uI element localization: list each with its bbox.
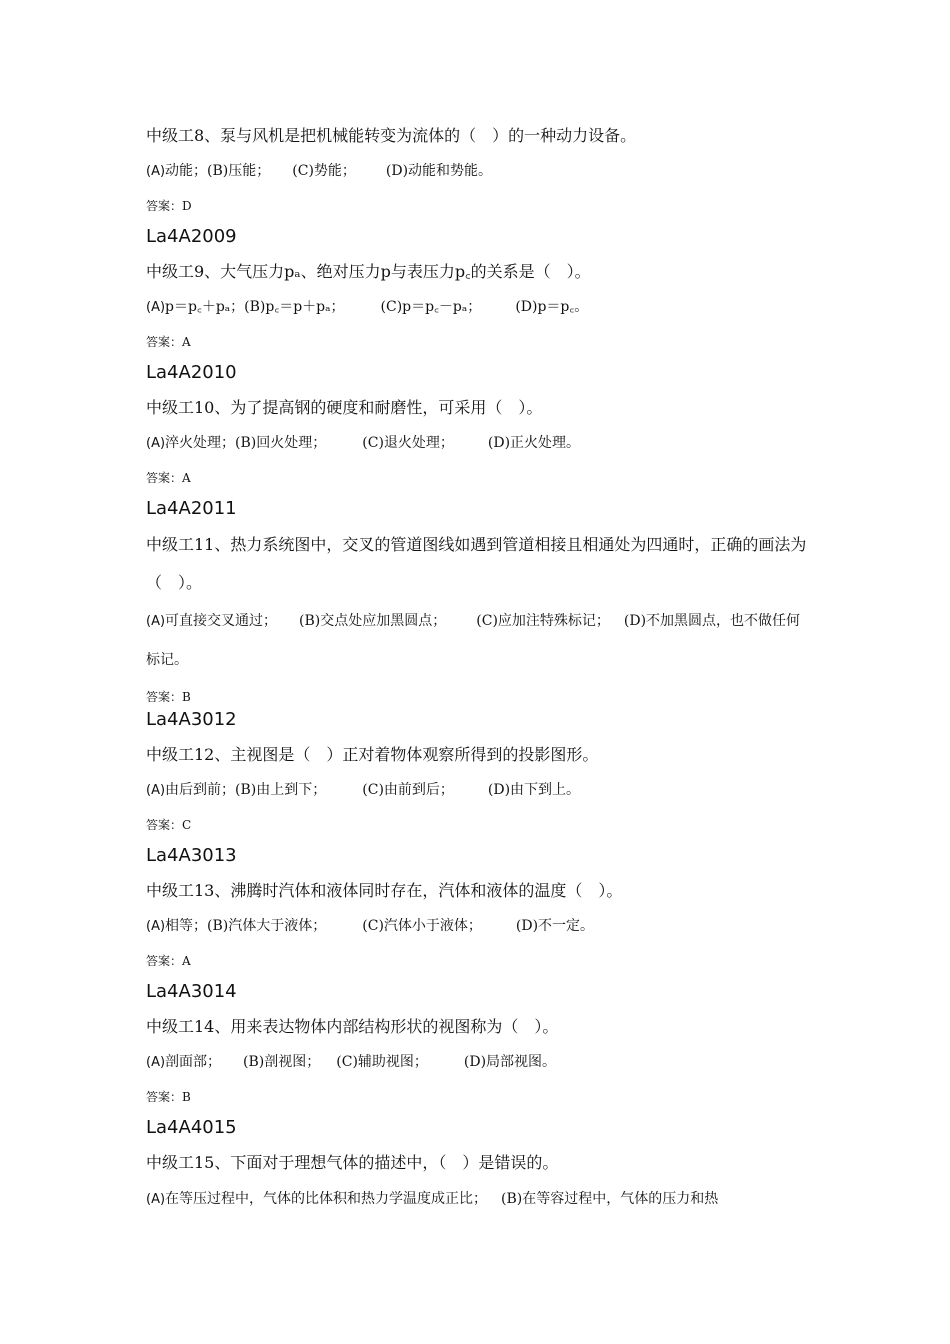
question-block-12 [146,703,812,842]
question-text: 中级工11、热力系统图中，交叉的管道图线如遇到管道相接且相通处为四通时，正确的画法为（ ）。 [146,535,807,592]
question-block-13 [146,839,812,978]
options-line: (A)可直接交叉通过； (B)交点处应加黑圆点； (C)应加注特殊标记； (D)不加黑圆点，也不做任何标记。 [146,613,801,668]
options-line: (A)淬火处理；(B)回火处理； (C)退火处理； (D)正火处理。 [146,435,581,451]
answer-text: 答案：D [146,199,192,213]
question-code: La4A3013 [146,845,237,866]
question-block-10 [146,356,812,495]
question-code: La4A3014 [146,981,237,1002]
answer-text: 答案：A [146,471,191,485]
answer-text: 答案：B [146,1090,191,1104]
options-line: (A)动能；(B)压能； (C)势能； (D)动能和势能。 [146,163,493,179]
options-line: (A)在等压过程中，气体的比体积和热力学温度成正比； (B)在等容过程中，气体的压力和热 [146,1191,719,1207]
question-block-11 [146,492,812,714]
question-text: 中级工15、下面对于理想气体的描述中，（ ）是错误的。 [146,1153,559,1172]
question-text: 中级工8、泵与风机是把机械能转变为流体的（ ）的一种动力设备。 [146,126,637,145]
question-block-15 [146,1111,812,1218]
question-code: La4A2010 [146,362,237,383]
question-text: 中级工9、大气压力pₐ、绝对压力p与表压力p꜀的关系是（ ）。 [146,262,591,281]
question-block-9 [146,220,812,359]
question-code: La4A2009 [146,226,237,247]
options-line: (A)p＝p꜀＋pₐ；(B)p꜀＝p＋pₐ； (C)p＝p꜀－pₐ； (D)p＝p꜀。 [146,299,589,315]
answer-text: 答案：B [146,690,191,704]
options-line: (A)由后到前；(B)由上到下； (C)由前到后； (D)由下到上。 [146,782,581,798]
options-line: (A)相等；(B)汽体大于液体； (C)汽体小于液体； (D)不一定。 [146,918,595,934]
question-text: 中级工10、为了提高钢的硬度和耐磨性，可采用（ ）。 [146,398,543,417]
question-text: 中级工12、主视图是（ ）正对着物体观察所得到的投影图形。 [146,745,599,764]
answer-text: 答案：C [146,818,192,832]
options-line: (A)剖面部； (B)剖视图； (C)辅助视图； (D)局部视图。 [146,1054,557,1070]
question-code: La4A2011 [146,498,237,519]
answer-text: 答案：A [146,335,191,349]
question-block-14 [146,975,812,1114]
question-text: 中级工14、用来表达物体内部结构形状的视图称为（ ）。 [146,1017,559,1036]
question-text: 中级工13、沸腾时汽体和液体同时存在，汽体和液体的温度（ ）。 [146,881,623,900]
question-block-8 [146,118,812,223]
question-code: La4A4015 [146,1117,237,1138]
question-code: La4A3012 [146,709,237,730]
answer-text: 答案：A [146,954,191,968]
